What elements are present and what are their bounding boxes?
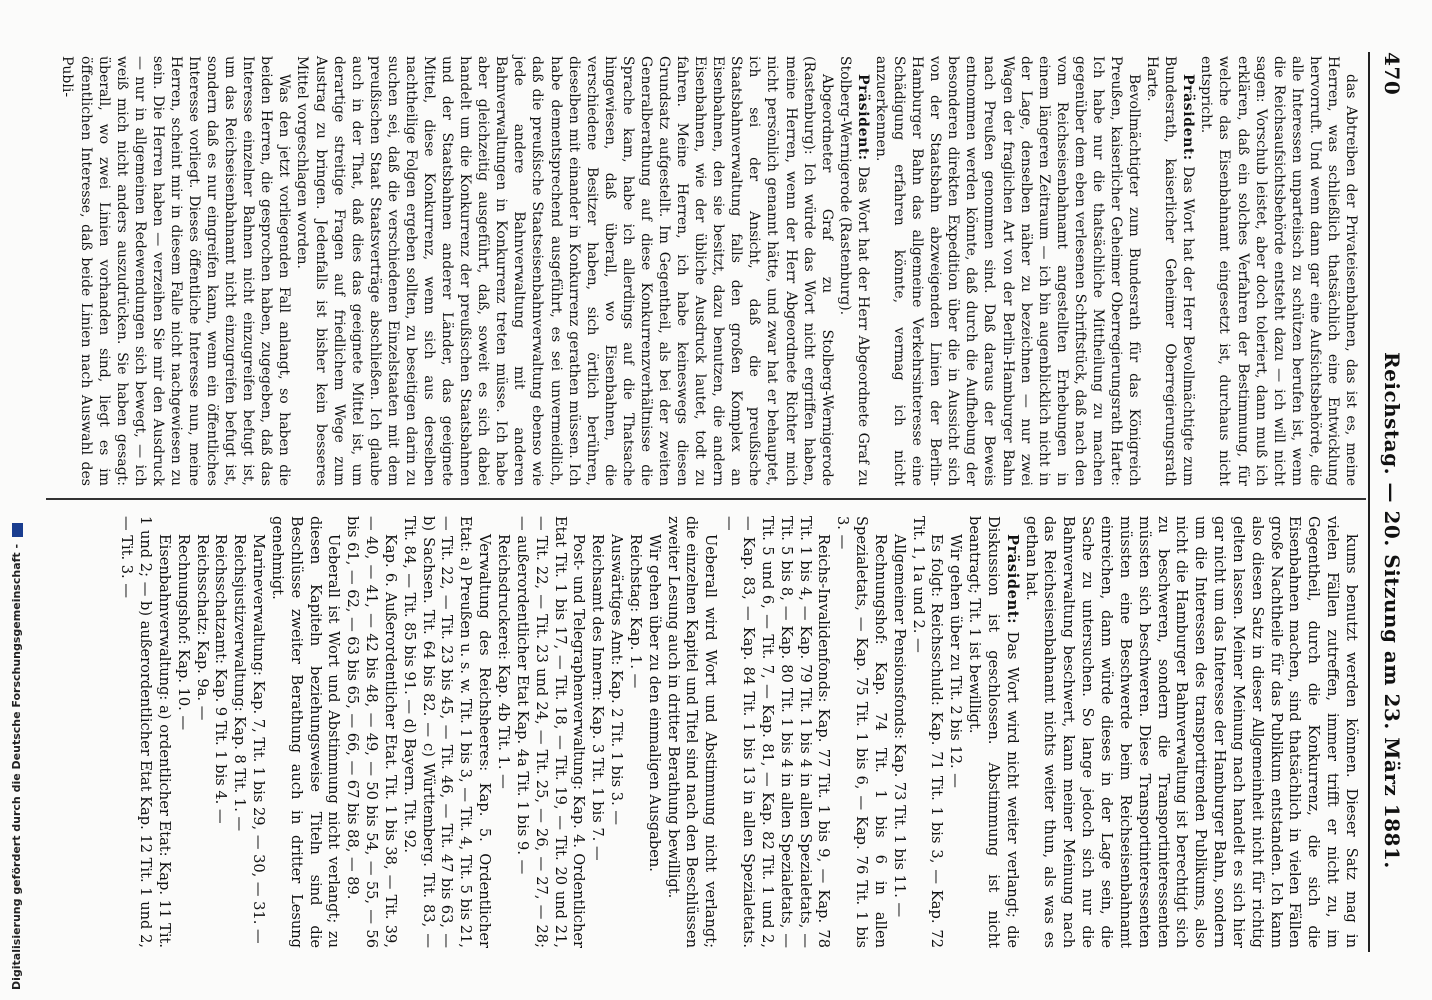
paragraph [293, 56, 835, 486]
paragraph-text: Kap. 6. Außerordentlicher Etat. Tit. 1 bis 38, — Tit. 39, — 40, — 41, — 42 bis 48, — 49, — 50 bis 54, — 55, — 56 bis 61, — 62, — 63 bis 65, — 66, — 67 bis 88, — 89. [344, 516, 399, 948]
paragraph-text: Allgemeiner Pensionsfonds: Kap. 73 Tit. 1 bis 11. — [890, 534, 908, 918]
paragraph [248, 516, 267, 948]
paragraph-text: Marineverwaltung: Kap. 7, Tit. 1 bis 29, — 30, — 31. — [250, 534, 268, 944]
paragraph-text: Reichsjustizverwaltung: Kap. 8 Tit. 1. — [231, 534, 249, 832]
paragraph [267, 516, 342, 948]
paragraph [512, 516, 587, 948]
digitization-footer [0, 0, 23, 1000]
paragraph-text: Ueberall wird Wort und Abstimmung nicht verlangt; die einzelnen Kapitel und Titel sind nach den Beschlüssen zweiter Lesung auch in dritter Berathung bewilligt. [664, 516, 720, 948]
paragraph [606, 516, 625, 948]
paragraph-text: Reichsschatzamt: Kap. 9 Tit. 1 bis 4. — [212, 534, 230, 824]
paragraph [1021, 516, 1360, 948]
paragraph-text: Eisenbahnverwaltung: a) ordentlicher Etat: Kap. 11 Tit. 1 und 2; — b) außerordentlicher Etat Kap. 12 Tit. 1 und 2, — Tit. 3. — [118, 516, 173, 948]
paragraph-text: Es folgt: Reichsschuld: Kap. 71 Tit. 1 bis 3, — Kap. 72 Tit. 1, 1a und 2. — [909, 516, 946, 948]
paragraph [719, 516, 832, 948]
header-rule [1368, 52, 1370, 952]
paragraph-text: Reichstag: Kap. 1. — [626, 534, 644, 689]
running-title: Reichstag. — 20. Sitzung am 23. März 1881. [1380, 352, 1404, 869]
paragraph [1197, 56, 1360, 486]
paragraph [116, 516, 173, 948]
paragraph [493, 516, 512, 948]
speaker-label: Präsident: [1180, 74, 1197, 161]
paragraph [229, 516, 248, 948]
digitization-credit: Digitalisierung gefördert durch die Deutsche Forschungsgemeinschaft - [10, 543, 23, 990]
paragraph-text: Was den jetzt vorliegenden Fall anlangt, so haben die beiden Herren, die gesprochen haben, zugegeben, daß das Interesse einzelner Bahnen nicht einzugreifen befugt ist, um das Reichseisenbahnamt nicht einzugreifen befugt ist, sondern daß es nur eingreifen kann, wenn ein öffentliches Interesse vorliegt. Dieses öffentliche Interesse nun, meine Herren, scheint mir in diesem Falle nicht nachgewiesen zu sein. Die Herren haben — verzeihen Sie mir den Ausdruck — nur in allgemeinen Redewendungen sich bewegt, — ich weiß mich nicht anders auszudrücken. Sie haben gesagt: überall, wo zwei Linien vorhanden sind, liegt es im öffentlichen Interesse, daß beide Linien nach Auswahl des Publi- [59, 56, 293, 486]
paragraph [945, 516, 964, 948]
speaker-label: Präsident: [1003, 534, 1021, 625]
paragraph-text: Reichsschatz: Kap. 9a. — [193, 534, 211, 721]
paragraph-text: Das Wort hat der Herr Bevollmächtigte zum Bundesrath, kaiserlicher Geheimer Oberregierungsrath Harte. [1144, 56, 1197, 486]
paragraph [964, 516, 1021, 948]
paragraph [1143, 56, 1197, 486]
paragraph-text: Reichsamt des Innern: Kap. 3 Tit. 1 bis 7. — [589, 534, 607, 861]
paragraph [663, 516, 720, 948]
page-header [1376, 52, 1404, 952]
paragraph [587, 516, 606, 948]
paragraph-text: Rechnungshof: Kap. 10. — [174, 534, 192, 731]
paragraph [625, 516, 644, 948]
paragraph-text: kums benutzt werden können. Dieser Satz mag in vielen Fällen zutreffen, immer trifft er nicht zu, im Gegentheil, durch die Konkurrenz, die sich die Eisenbahnen machen, sind thatsächlich in vielen Fällen große Nachtheile für das Publikum entstanden. Ich kann also diesen Satz in dieser Allgemeinheit nicht für richtig gelten lassen. Meiner Meinung nach handelt es sich hier gar nicht um das Interesse der Hamburger Bahn, sondern um die Interessen des transportirenden Publikums, also nicht die Hamburger Bahnverwaltung ist berechtigt sich zu beschweren, sondern die Transportinteressenten müssten sich beschweren. Diese Transportinteressenten müssten eine Beschwerde beim Reichseisenbahnamt einreichen, dann würde dieses in der Lage sein, die Sache zu untersuchen. So lange jedoch sich nur die Bahnverwaltung beschwert, kann meiner Meinung nach das Reichseisenbahnamt nichts weiter thun, als was es gethan hat. [1022, 516, 1360, 948]
dfg-logo-icon [12, 523, 23, 537]
paragraph [832, 516, 889, 948]
paragraph-text: Auswärtiges Amt: Kap. 2 Tit. 1 bis 3. — [608, 534, 626, 825]
paragraph [872, 56, 1143, 486]
paragraph [836, 56, 872, 486]
paragraph-text: Bevollmächtigter zum Bundesrath für das Königreich Preußen, kaiserlicher Geheimer Oberregierungsrath Harte: Ich habe nur die thatsächliche Mittheilung zu machen gegenüber dem eben verlesenen Schriftstück, daß nach den vom Reichseisenbahnamt angestellten Erhebungen in einem längeren Zeitraum — ich bin augenblicklich nicht in der Lage, denselben näher zu bezeichnen — nur zwei Wagen der fraglichen Art von der Berlin-Hamburger Bahn nach Preußen genommen sind. Daß daraus der Beweis entnommen werden könnte, daß durch die Aufhebung der besonderen direkten Expedition über die in Aussicht sich von der Staatsbahn abzweigenden Linien der Berlin-Hamburger Bahn das allgemeine Verkehrsinteresse eine Schädigung erfahren könnte, vermag ich nicht anzuerkennen. [872, 56, 1143, 486]
paragraph [889, 516, 908, 948]
paragraph-text: Reichsdruckerei: Kap. 4b Tit. 1. — [495, 534, 513, 789]
paragraph-text: das Abtreiben der Privateisenbahnen, das ist es, meine Herren, was schließlich thatsächlich eine Entwicklung hervorruft. Und wenn dann gar eine Aufsichtsbehörde, die alle Interessen unparteiisch zu schützen berufen ist, wenn die Reichsaufsichtsbehörde entsteht dazu — ich will nicht sagen: Vorschub leistet, aber doch toleriert, dann muß ich erklären, daß ein solches Verfahren der Bestimmung, für welche das Eisenbahnamt eingesetzt ist, durchaus nicht entspricht. [1198, 56, 1359, 486]
paragraph [908, 516, 946, 948]
paragraph-text: Ueberall ist Wort und Abstimmung nicht verlangt; zu diesen Kapiteln beziehungsweise Titeln sind die Beschlüsse zweiter Berathung auch in dritter Lesung genehmigt. [268, 516, 343, 948]
paragraph-text: Wir gehen über zu den einmaligen Ausgaben. [645, 534, 663, 872]
paragraph-text: Verwaltung des Reichsheeres: Kap. 5. Ordentlicher Etat: a) Preußen u. s. w. Tit. 1 bis 3, — Tit. 4, Tit. 5 bis 21, — Tit. 22, — Tit. 23 bis 45, — Tit. 46, — Tit. 47 bis 63, — b) Sachsen. Tit. 64 bis 82. — c) Württemberg. Tit. 83, — Tit. 84, — Tit. 85 bis 91. — d) Bayern. Tit. 92. [400, 516, 494, 948]
paragraph [644, 516, 663, 948]
paragraph-text: Das Wort hat der Herr Abgeordnete Graf zu Stolberg-Wernigerode (Rastenburg). [836, 56, 871, 486]
paragraph-text: Post- und Telegraphenverwaltung: Kap. 4. Ordentlicher Etat Tit. 1 bis 17, — Tit. 18, — Tit. 19, — Tit. 20 und 21, — Tit. 22, — Tit. 23 und 24, — Tit. 25, — 26, — 27, — 28; — außerordentlicher Etat Kap. 4a Tit. 1 bis 9. — [513, 516, 588, 948]
paragraph [342, 516, 399, 948]
right-column [116, 516, 1360, 948]
paragraph [192, 516, 211, 948]
column-divider [46, 498, 1366, 500]
paragraph-text: Abgeordneter Graf zu Stolberg-Wernigerode (Rastenburg): Ich würde das Wort nicht ergriffen haben, meine Herren, wenn der Herr Abgeordnete Richter mich nicht persönlich genannt hätte, und zwar hat er behauptet, ich sei der Ansicht, daß die preußische Staatsbahnverwaltung falls den großen Komplex an Eisenbahnen, den sie besitzt, dazu benutzen, die andern Eisenbahnen, wie der übliche Ausdruck lautet, todt zu fahren. Meine Herren, ich habe keineswegs diesen Grundsatz aufgestellt. Im Gegentheil, als bei der zweiten Generalberathung auf diese Konkurrenzverhältnisse die Sprache kam, habe ich allerdings auf die Thatsache hingewiesen, daß überall, wo Eisenbahnen, die verschiedene Besitzer haben, sich örtlich berühren, dieselben mit einander in Konkurrenz gerathen müssen. Ich habe dementsprechend ausgeführt, es sei unvermeidlich, daß die preußische Staatseisenbahnverwaltung ebenso wie jede andere Bahnverwaltung mit anderen Bahnverwaltungen in Konkurrenz treten müsse. Ich habe aber gleichzeitig ausgeführt, daß, soweit es sich dabei handelt um die Konkurrenz der preußischen Staatsbahnen und der Staatsbahnen anderer Länder, das geeignete Mittel, diese Konkurrenz, wenn sich aus derselben nachtheilige Folgen ergeben sollten, zu beseitigen darin zu suchen sei, daß die verschiedenen Einzelstaaten mit dem preußischen Staat Staatsverträge abschließen. Ich glaube auch in der That, daß dies das geeignete Mittel ist, um derartige streitige Fragen auf friedlichem Wege zum Austrag zu bringen. Jedenfalls ist bisher kein besseres Mittel vorgeschlagen worden. [294, 56, 835, 486]
speaker-label: Präsident: [854, 74, 871, 161]
paragraph-text: Rechnungshof: Kap. 74 Tit. 1 bis 6 in allen Spezialetats, — Kap. 75 Tit. 1 bis 6, — Kap. 76 Tit. 1 bis 3. — [834, 516, 889, 948]
page-number: 470 [1380, 52, 1404, 96]
paragraph-text: Reichs-Invalidenfonds: Kap. 77 Tit. 1 bis 9, — Kap. 78 Tit. 1 bis 4, — Kap. 79 Tit. 1 bis 4 in allen Spezialetats, — Tit. 5 bis 8, — Kap. 80 Tit. 1 bis 4 in allen Spezialetats, — Tit. 5 und 6, — Tit. 7, — Kap. 81, — Kap. 82 Tit. 1 und 2, — Kap. 83, — Kap. 84 Tit. 1 bis 13 in allen Spezialetats. — [721, 516, 833, 948]
paragraph-text: Wir gehen über zu Tit. 2 bis 12. — [947, 534, 965, 788]
paragraph [173, 516, 192, 948]
paragraph-text: Das Wort wird nicht weiter verlangt; die Diskussion ist geschlossen. Abstimmung ist nicht beantragt; Tit. 1 ist bewilligt. [966, 516, 1021, 948]
paragraph [399, 516, 493, 948]
left-column [58, 56, 1360, 486]
paragraph [58, 56, 293, 486]
paragraph [211, 516, 230, 948]
